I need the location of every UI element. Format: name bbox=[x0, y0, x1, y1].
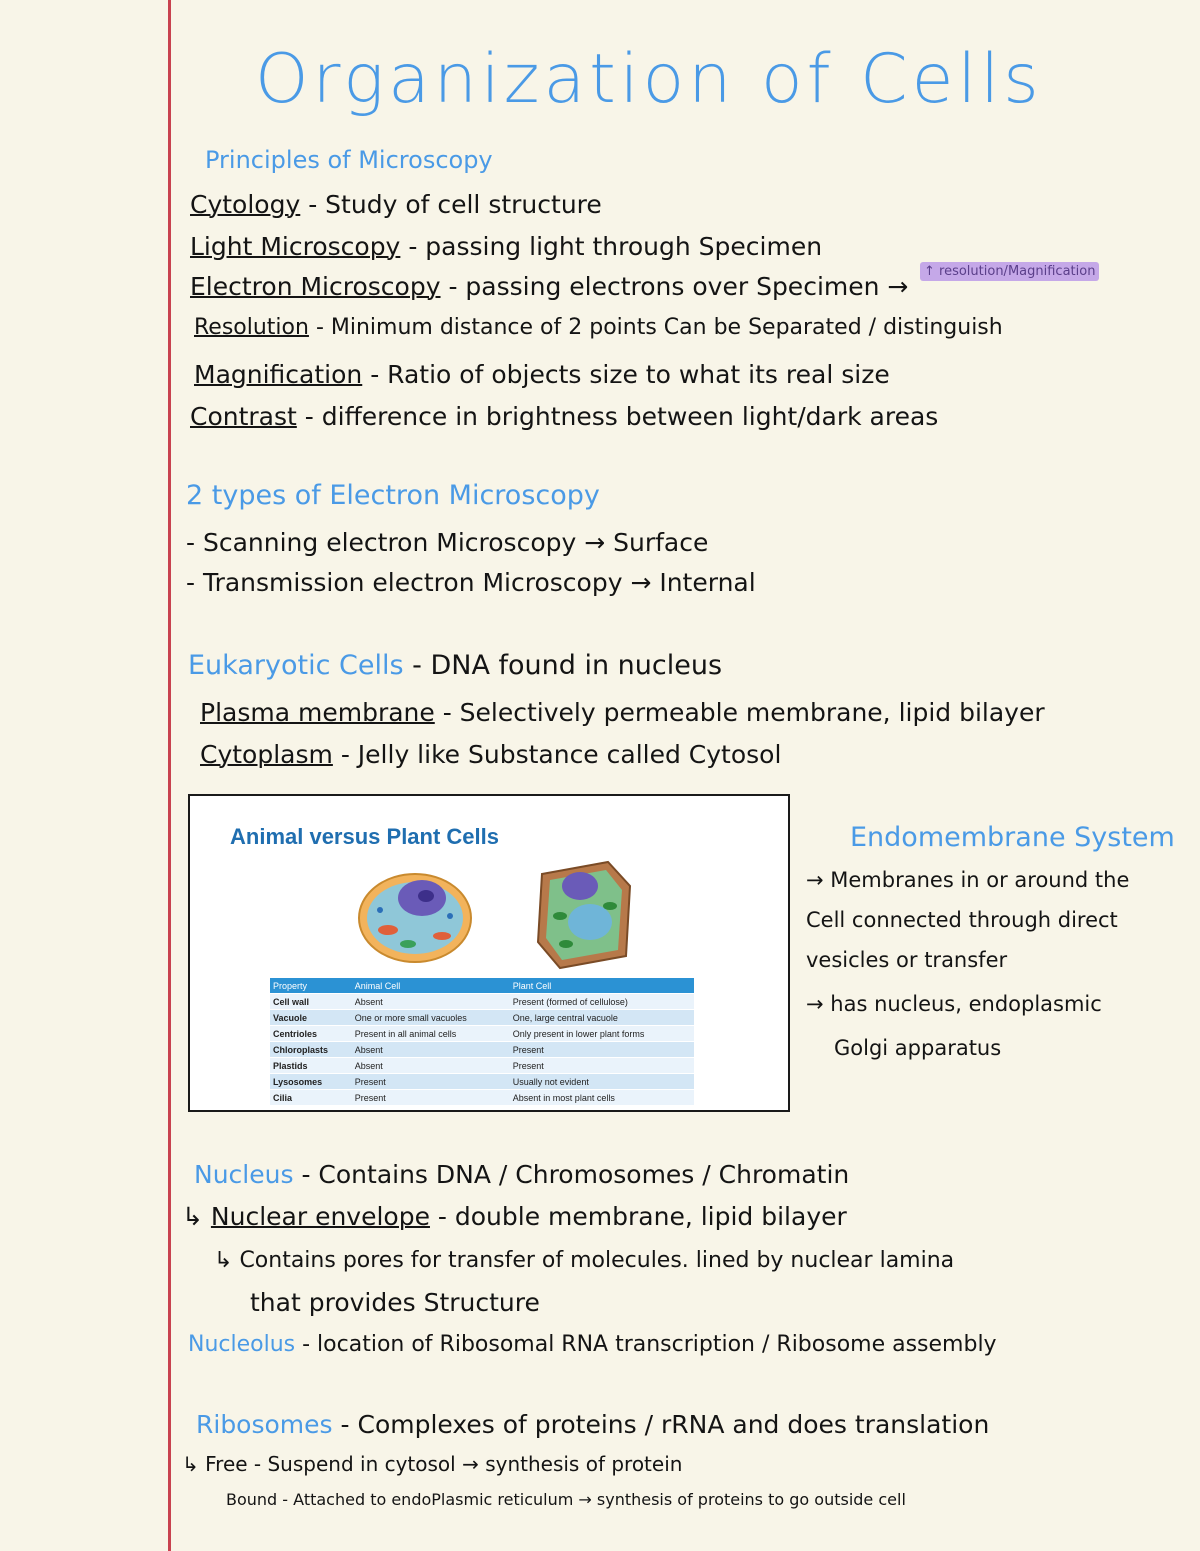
note-line: Resolution - Minimum distance of 2 points Can be Separated / distinguish bbox=[194, 315, 1003, 340]
note-line: - Transmission electron Microscopy → Internal bbox=[186, 568, 756, 597]
note-line: that provides Structure bbox=[250, 1288, 540, 1317]
nucleus-heading: Nucleus - Contains DNA / Chromosomes / Chromatin bbox=[194, 1160, 850, 1189]
electron-heading: 2 types of Electron Microscopy bbox=[186, 480, 600, 511]
animal-plant-figure bbox=[188, 794, 790, 1112]
figure-title: Animal versus Plant Cells bbox=[230, 824, 499, 849]
table-cell: Absent in most plant cells bbox=[510, 1090, 694, 1106]
note-line: ↳ Free - Suspend in cytosol → synthesis of protein bbox=[182, 1452, 683, 1476]
table-cell: Lysosomes bbox=[270, 1074, 352, 1090]
note-line: Cell connected through direct bbox=[806, 908, 1118, 932]
ribosomes-heading: Ribosomes - Complexes of proteins / rRNA and does translation bbox=[196, 1410, 990, 1439]
page-title: Organization of Cells bbox=[255, 40, 1043, 119]
table-cell: Absent bbox=[352, 994, 510, 1010]
highlighted-note: ↑ resolution/Magnification bbox=[920, 262, 1099, 281]
table-cell: Present in all animal cells bbox=[352, 1026, 510, 1042]
margin-line bbox=[168, 0, 171, 1551]
note-line: → Membranes in or around the bbox=[806, 868, 1130, 892]
note-line: ↳ Contains pores for transfer of molecules. lined by nuclear lamina bbox=[214, 1248, 955, 1273]
note-line: Contrast - difference in brightness between light/dark areas bbox=[190, 402, 939, 431]
table-cell: Plastids bbox=[270, 1058, 352, 1074]
note-line: Electron Microscopy - passing electrons over Specimen → bbox=[190, 272, 909, 301]
nucleolus-heading: Nucleolus - location of Ribosomal RNA transcription / Ribosome assembly bbox=[188, 1332, 997, 1357]
table-row bbox=[270, 1058, 694, 1074]
table-cell: Absent bbox=[352, 1058, 510, 1074]
table-row bbox=[270, 1090, 694, 1106]
note-line: Bound - Attached to endoPlasmic reticulum → synthesis of proteins to go outside cell bbox=[226, 1490, 906, 1509]
note-line: Light Microscopy - passing light through Specimen bbox=[190, 232, 823, 261]
endomembrane-heading: Endomembrane System bbox=[850, 822, 1175, 853]
note-line: - Scanning electron Microscopy → Surface bbox=[186, 528, 709, 557]
plant-cell-illustration bbox=[530, 856, 640, 974]
table-cell: Present bbox=[510, 1058, 694, 1074]
note-line: → has nucleus, endoplasmic bbox=[806, 992, 1102, 1016]
note-line: vesicles or transfer bbox=[806, 948, 1008, 972]
table-cell: Cell wall bbox=[270, 994, 352, 1010]
table-row bbox=[270, 994, 694, 1010]
table-cell: Chloroplasts bbox=[270, 1042, 352, 1058]
eukaryotic-heading: Eukaryotic Cells - DNA found in nucleus bbox=[188, 650, 723, 681]
table-cell: Cilia bbox=[270, 1090, 352, 1106]
table-cell: Usually not evident bbox=[510, 1074, 694, 1090]
column-header: Plant Cell bbox=[510, 978, 694, 994]
table-cell: Present bbox=[510, 1042, 694, 1058]
table-cell: Centrioles bbox=[270, 1026, 352, 1042]
table-cell: One or more small vacuoles bbox=[352, 1010, 510, 1026]
comparison-table bbox=[270, 978, 694, 1105]
table-cell: Present (formed of cellulose) bbox=[510, 994, 694, 1010]
table-cell: Absent bbox=[352, 1042, 510, 1058]
note-line: Cytology - Study of cell structure bbox=[190, 190, 602, 219]
table-row bbox=[270, 1042, 694, 1058]
animal-cell-illustration bbox=[350, 858, 480, 970]
note-line: Cytoplasm - Jelly like Substance called Cytosol bbox=[200, 740, 782, 769]
table-cell: One, large central vacuole bbox=[510, 1010, 694, 1026]
note-line: Plasma membrane - Selectively permeable membrane, lipid bilayer bbox=[200, 698, 1045, 727]
column-header: Property bbox=[270, 978, 352, 994]
table-row bbox=[270, 1026, 694, 1042]
table-cell: Only present in lower plant forms bbox=[510, 1026, 694, 1042]
column-header: Animal Cell bbox=[352, 978, 510, 994]
table-cell: Present bbox=[352, 1074, 510, 1090]
note-line: Golgi apparatus bbox=[834, 1036, 1002, 1060]
table-header-row bbox=[270, 978, 694, 994]
note-line: Magnification - Ratio of objects size to what its real size bbox=[194, 360, 890, 389]
table-cell: Vacuole bbox=[270, 1010, 352, 1026]
table-row bbox=[270, 1010, 694, 1026]
table-cell: Present bbox=[352, 1090, 510, 1106]
table-row bbox=[270, 1074, 694, 1090]
note-line: ↳ Nuclear envelope - double membrane, lipid bilayer bbox=[182, 1202, 847, 1231]
microscopy-heading: Principles of Microscopy bbox=[205, 146, 493, 174]
